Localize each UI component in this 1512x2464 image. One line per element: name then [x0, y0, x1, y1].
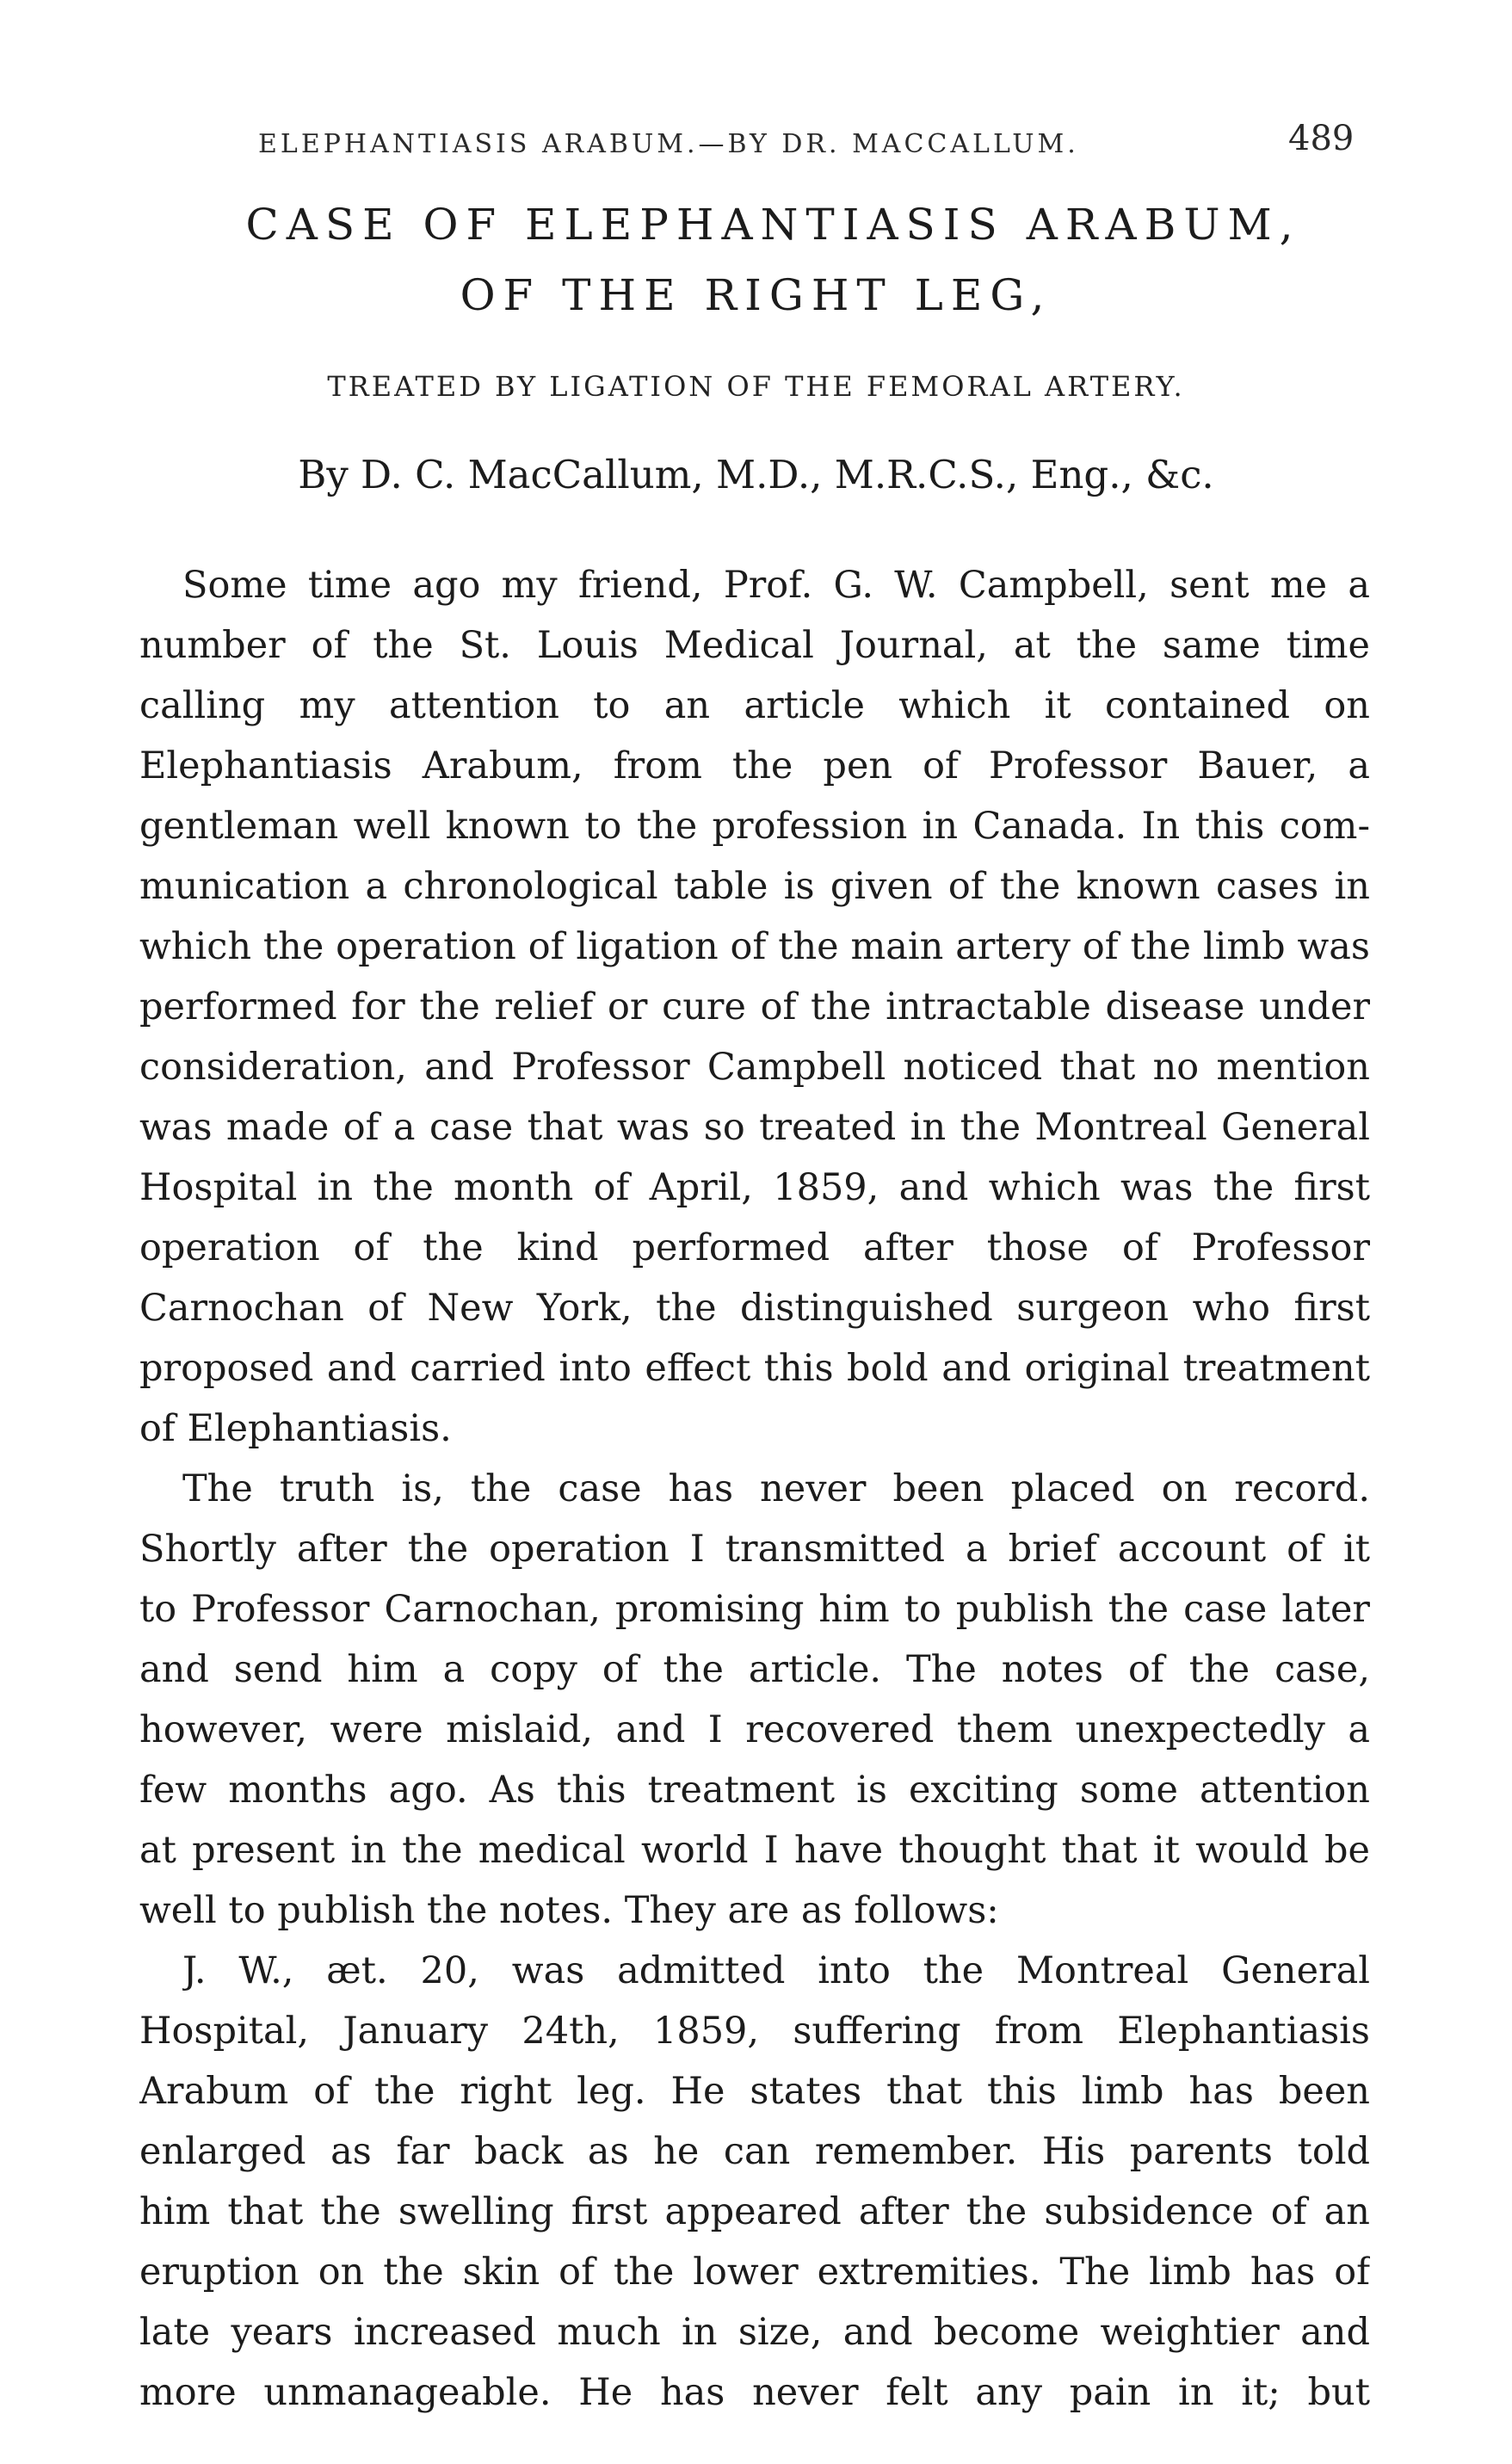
- body-line: operation of the kind performed after those of Professor: [139, 1226, 1370, 1269]
- body-line: however, were mislaid, and I recovered them unexpectedly a: [139, 1708, 1370, 1751]
- body-line: well to publish the notes. They are as follows:: [139, 1889, 999, 1932]
- body-line: Carnochan of New York, the distinguished surgeon who first: [139, 1287, 1370, 1330]
- author-byline: By D. C. MacCallum, M.D., M.R.C.S., Eng., &c.: [298, 452, 1214, 497]
- body-line: consideration, and Professor Campbell noticed that no mention: [139, 1046, 1370, 1089]
- body-line: to Professor Carnochan, promising him to publish the case later: [139, 1588, 1370, 1631]
- body-line: Arabum of the right leg. He states that this limb has been: [139, 2070, 1370, 2113]
- body-line: The truth is, the case has never been placed on record.: [182, 1467, 1370, 1510]
- body-line: eruption on the skin of the lower extremities. The limb has of: [139, 2251, 1370, 2294]
- body-line: late years increased much in size, and become weightier and: [139, 2311, 1370, 2354]
- body-line: proposed and carried into effect this bold and original treatment: [139, 1347, 1370, 1390]
- body-line: which the operation of ligation of the main artery of the limb was: [139, 925, 1370, 968]
- body-line: Elephantiasis Arabum, from the pen of Professor Bauer, a: [139, 744, 1370, 787]
- body-line: munication a chronological table is given of the known cases in: [139, 865, 1370, 908]
- body-line: at present in the medical world I have thought that it would be: [139, 1829, 1370, 1872]
- body-line: number of the St. Louis Medical Journal, at the same time: [139, 624, 1370, 667]
- body-line: was made of a case that was so treated in the Montreal General: [139, 1106, 1370, 1149]
- body-line: few months ago. As this treatment is exciting some attention: [139, 1769, 1370, 1812]
- body-line: him that the swelling first appeared after the subsidence of an: [139, 2190, 1370, 2233]
- body-line: more unmanageable. He has never felt any pain in it; but: [139, 2371, 1370, 2414]
- article-title-line-2: OF THE RIGHT LEG,: [460, 270, 1052, 320]
- article-subtitle: TREATED BY LIGATION OF THE FEMORAL ARTERY.: [327, 370, 1185, 403]
- body-line: calling my attention to an article which it contained on: [139, 684, 1370, 727]
- body-line: and send him a copy of the article. The notes of the case,: [139, 1648, 1370, 1691]
- page-number: 489: [1288, 119, 1355, 158]
- body-line: of Elephantiasis.: [139, 1407, 452, 1450]
- body-line: Some time ago my friend, Prof. G. W. Campbell, sent me a: [182, 564, 1370, 607]
- body-line: Hospital in the month of April, 1859, and which was the first: [139, 1166, 1370, 1209]
- body-line: J. W., æt. 20, was admitted into the Montreal General: [182, 1949, 1370, 1992]
- body-line: Hospital, January 24th, 1859, suffering from Elephantiasis: [139, 2010, 1370, 2053]
- body-line: Shortly after the operation I transmitted a brief account of it: [139, 1528, 1370, 1571]
- body-line: gentleman well known to the profession in Canada. In this com-: [139, 805, 1370, 848]
- body-line: enlarged as far back as he can remember. His parents told: [139, 2130, 1370, 2173]
- running-head: ELEPHANTIASIS ARABUM.—BY DR. MACCALLUM.: [258, 129, 1079, 159]
- body-line: performed for the relief or cure of the intractable disease under: [139, 985, 1370, 1028]
- article-title-line-1: CASE OF ELEPHANTIASIS ARABUM,: [245, 200, 1301, 250]
